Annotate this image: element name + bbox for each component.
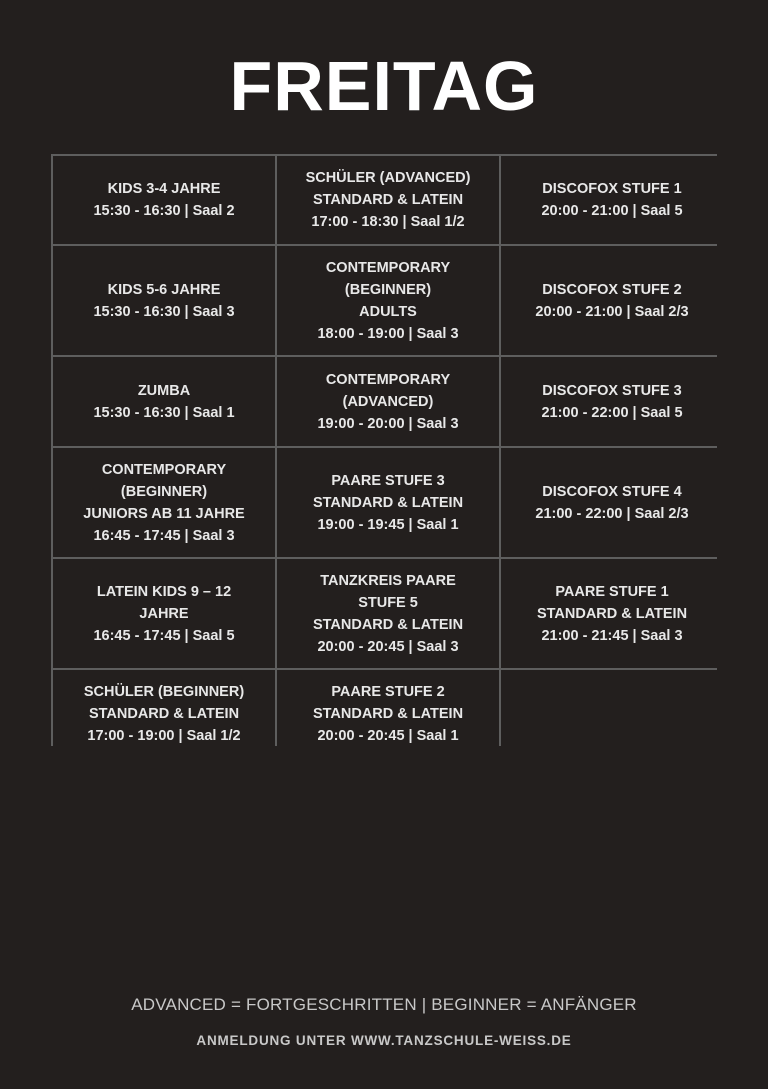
course-cell	[501, 559, 723, 668]
course-line: STANDARD & LATEIN	[312, 706, 464, 722]
course-line: JAHRE	[139, 605, 189, 622]
course-line: STANDARD & LATEIN	[88, 706, 240, 722]
course-line: 16:45 - 17:45 | Saal 5	[93, 627, 235, 644]
course-line: CONTEMPORARY	[101, 461, 227, 478]
course-line: 16:45 - 17:45 | Saal 3	[93, 527, 235, 544]
course-line: 15:30 - 16:30 | Saal 2	[93, 203, 235, 219]
course-cell	[277, 357, 499, 446]
course-line: CONTEMPORARY	[325, 371, 451, 388]
course-cell	[53, 559, 275, 668]
course-line: STANDARD & LATEIN	[312, 192, 464, 208]
course-line: STUFE 5	[358, 594, 418, 611]
course-line: 20:00 - 20:45 | Saal 3	[317, 638, 459, 655]
course-line: PAARE STUFE 1	[555, 583, 669, 600]
course-cell	[277, 156, 499, 244]
signup-text: ANMELDUNG UNTER WWW.TANZSCHULE-WEISS.DE	[196, 1033, 572, 1048]
course-line: (BEGINNER)	[344, 281, 432, 298]
course-line: DISCOFOX STUFE 4	[542, 483, 682, 500]
course-cell	[277, 246, 499, 355]
course-line: 18:00 - 19:00 | Saal 3	[317, 325, 459, 342]
empty-cell	[501, 670, 723, 758]
course-line: 15:30 - 16:30 | Saal 3	[93, 303, 235, 320]
course-cell	[501, 448, 723, 557]
course-cell	[277, 448, 499, 557]
course-cell	[53, 246, 275, 355]
course-line: KIDS 3-4 JAHRE	[107, 181, 221, 197]
course-line: 19:00 - 19:45 | Saal 1	[317, 516, 459, 533]
course-cell	[53, 448, 275, 557]
course-line: 19:00 - 20:00 | Saal 3	[317, 415, 459, 432]
course-line: DISCOFOX STUFE 1	[542, 181, 682, 197]
course-line: STANDARD & LATEIN	[312, 494, 464, 511]
course-line: (ADVANCED)	[342, 393, 434, 410]
course-cell	[501, 357, 723, 446]
course-cell	[53, 357, 275, 446]
course-line: KIDS 5-6 JAHRE	[107, 281, 221, 298]
course-cell	[53, 670, 275, 758]
course-line: 21:00 - 22:00 | Saal 2/3	[535, 505, 689, 522]
course-line: 21:00 - 21:45 | Saal 3	[541, 627, 683, 644]
course-cell	[53, 156, 275, 244]
course-line: 20:00 - 20:45 | Saal 1	[317, 728, 459, 744]
course-line: 20:00 - 21:00 | Saal 2/3	[535, 303, 689, 320]
course-line: 17:00 - 19:00 | Saal 1/2	[87, 728, 241, 744]
page-title: FREITAG	[229, 47, 539, 125]
course-line: TANZKREIS PAARE	[320, 572, 456, 589]
course-line: SCHÜLER (ADVANCED)	[305, 170, 471, 186]
course-line: (BEGINNER)	[120, 483, 208, 500]
course-line: ZUMBA	[137, 382, 191, 399]
course-line: JUNIORS AB 11 JAHRE	[83, 505, 245, 522]
course-line: STANDARD & LATEIN	[312, 616, 464, 633]
course-line: 20:00 - 21:00 | Saal 5	[541, 203, 683, 219]
course-line: PAARE STUFE 3	[331, 472, 445, 489]
course-line: SCHÜLER (BEGINNER)	[83, 684, 245, 700]
course-cell	[277, 559, 499, 668]
course-line: DISCOFOX STUFE 2	[542, 281, 682, 298]
course-line: CONTEMPORARY	[325, 259, 451, 276]
course-cell	[501, 156, 723, 244]
course-line: DISCOFOX STUFE 3	[542, 382, 682, 399]
legend-text: ADVANCED = FORTGESCHRITTEN | BEGINNER = ANFÄNGER	[131, 995, 637, 1014]
course-line: STANDARD & LATEIN	[536, 605, 688, 622]
course-line: 15:30 - 16:30 | Saal 1	[93, 404, 235, 421]
course-line: PAARE STUFE 2	[331, 684, 445, 700]
course-line: ADULTS	[359, 303, 417, 320]
course-cell	[501, 246, 723, 355]
course-line: 21:00 - 22:00 | Saal 5	[541, 404, 683, 421]
course-line: 17:00 - 18:30 | Saal 1/2	[311, 214, 465, 230]
schedule-grid	[51, 154, 717, 746]
course-line: LATEIN KIDS 9 – 12	[96, 583, 232, 600]
course-cell	[277, 670, 499, 758]
